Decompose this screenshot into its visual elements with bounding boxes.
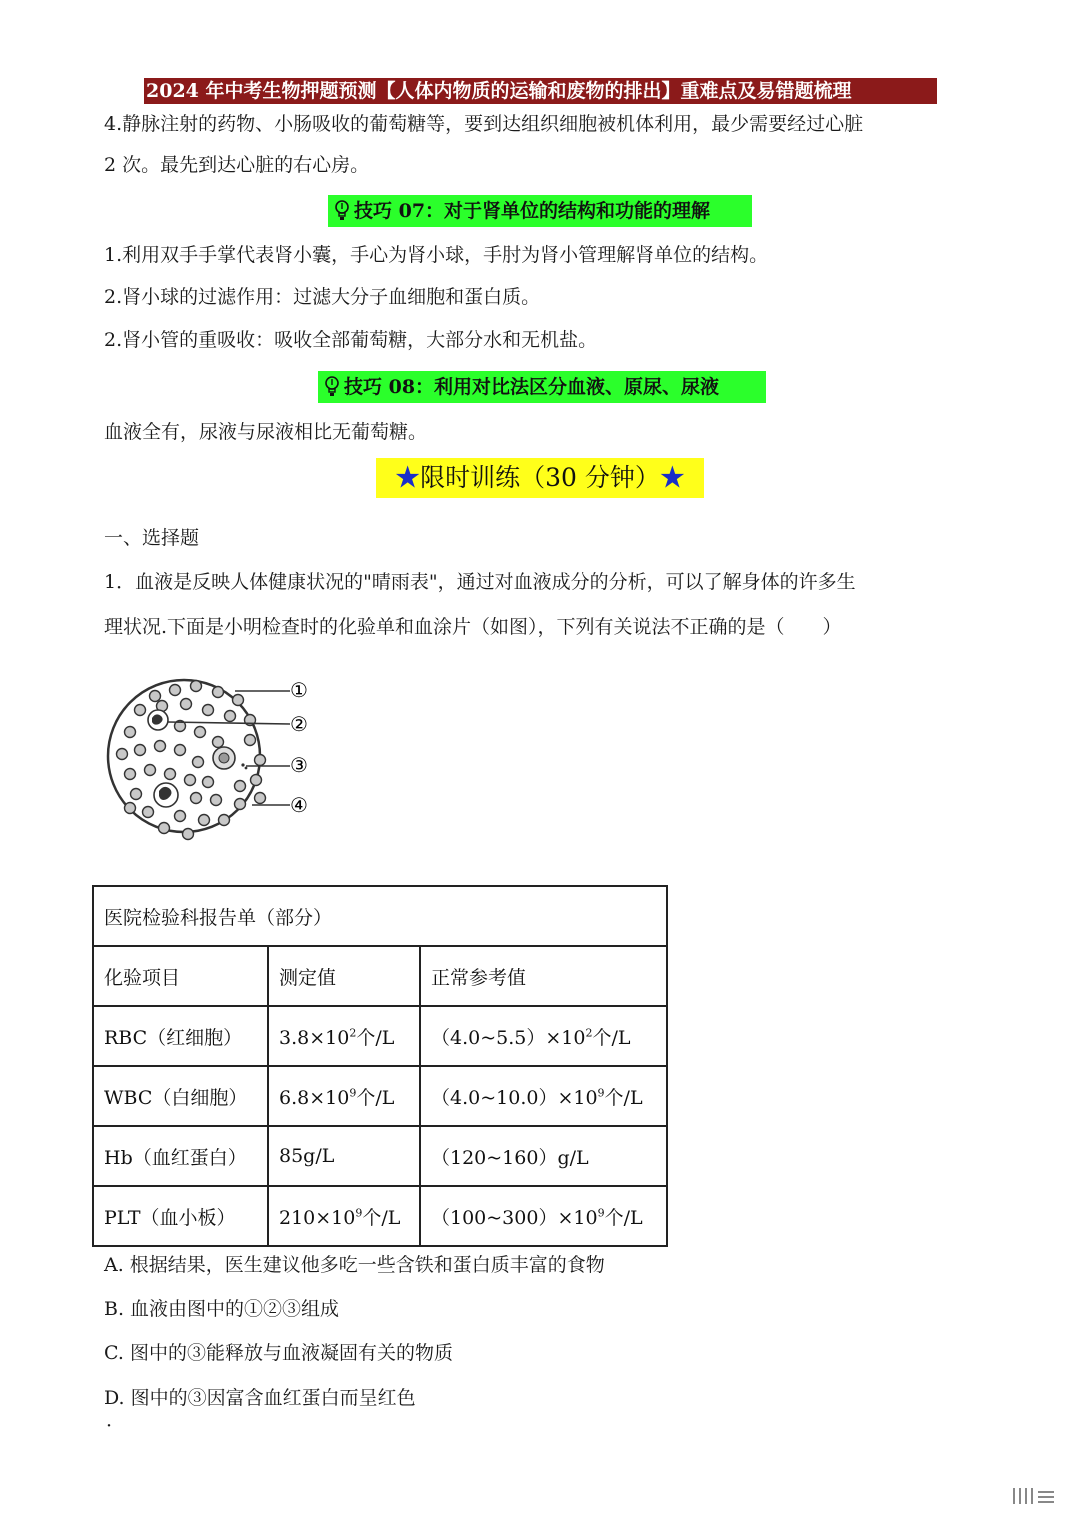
figure-label-2: ② [290, 712, 308, 736]
star-icon: ★ [395, 463, 421, 492]
tip-07-item-1: 1.利用双手手掌代表肾小囊，手心为肾小球，手肘为肾小管理解肾单位的结构。 [104, 244, 769, 266]
intro-line-2: 2 次。最先到达心脏的右心房。 [104, 154, 370, 176]
cell-reference: $(100\sim 300)\times 10^9$个/L [420, 1186, 667, 1246]
red-blood-cell [170, 685, 181, 696]
cell-reference: $(4.0\sim 10.0)\times 10^9$个/L [420, 1066, 667, 1126]
lightbulb-icon [334, 199, 350, 223]
red-blood-cell [195, 727, 206, 738]
option-d: D. 图中的③因富含血红蛋白而呈红色 [104, 1387, 416, 1409]
red-blood-cell [255, 793, 266, 804]
red-blood-cell [117, 749, 128, 760]
red-blood-cell [135, 705, 146, 716]
red-blood-cell [213, 737, 224, 748]
red-blood-cell [211, 795, 222, 806]
red-blood-cell [191, 681, 202, 692]
red-blood-cell [159, 823, 170, 834]
star-icon: ★ [659, 463, 685, 492]
cell-value: $3.8\times 10^2$个/L [268, 1006, 420, 1066]
red-blood-cell [251, 775, 262, 786]
figure-label-1: ① [290, 678, 308, 702]
lightbulb-icon [324, 375, 340, 399]
report-header-row [93, 946, 667, 1006]
intro-line-1: 4.静脉注射的药物、小肠吸收的葡萄糖等，要到达组织细胞被机体利用，最少需要经过心脏 [104, 113, 864, 135]
report-caption: 医院检验科报告单（部分） [93, 886, 667, 946]
section-heading: 一、选择题 [104, 527, 200, 549]
red-blood-cell [185, 775, 196, 786]
timed-training-title: 限时训练（30 分钟） [420, 463, 660, 492]
cell-reference: （120~160）g/L [420, 1126, 667, 1186]
tip-07-item-2: 2.肾小球的过滤作用：过滤大分子血细胞和蛋白质。 [104, 286, 541, 308]
red-blood-cell [255, 755, 266, 766]
red-blood-cell [125, 727, 136, 738]
cell-item: RBC（红细胞） [93, 1006, 268, 1066]
cell-value: $6.8\times 10^9$个/L [268, 1066, 420, 1126]
red-blood-cell [203, 777, 214, 788]
red-blood-cell [165, 769, 176, 780]
cell-value: 85g/L [268, 1126, 420, 1186]
tip-08-title: 技巧 08：利用对比法区分血液、原尿、尿液 [344, 376, 720, 398]
red-blood-cell [175, 745, 186, 756]
figure-label-3: ③ [290, 753, 308, 777]
tip-08-body: 血液全有，尿液与尿液相比无葡萄糖。 [104, 421, 428, 443]
red-blood-cell [203, 705, 214, 716]
red-blood-cell [150, 691, 161, 702]
blood-smear-figure [100, 670, 330, 850]
option-b: B. 血液由图中的①②③组成 [104, 1298, 340, 1320]
timed-training-banner [376, 458, 704, 498]
red-blood-cell [145, 765, 156, 776]
table-row [93, 1126, 667, 1186]
table-row [93, 1006, 667, 1066]
column-header-value: 测定值 [268, 946, 420, 1006]
cell-item: Hb（血红蛋白） [93, 1126, 268, 1186]
cell-value: $210\times 10^9$个/L [268, 1186, 420, 1246]
tip-08-heading [318, 371, 766, 403]
red-blood-cell [183, 829, 194, 840]
document-header-banner: 2024 年中考生物押题预测【人体内物质的运输和废物的排出】重难点及易错题梳理 [144, 78, 937, 104]
table-row [93, 1066, 667, 1126]
red-blood-cell [181, 699, 192, 710]
question-1-line-1: 1．血液是反映人体健康状况的"晴雨表"，通过对血液成分的分析，可以了解身体的许多生 [104, 571, 856, 593]
column-header-reference: 正常参考值 [420, 946, 667, 1006]
white-blood-cell-2 [148, 710, 168, 730]
red-blood-cell [135, 745, 146, 756]
option-a: A. 根据结果，医生建议他多吃一些含铁和蛋白质丰富的食物 [104, 1254, 605, 1276]
red-blood-cell [175, 811, 186, 822]
red-blood-cell [233, 695, 244, 706]
tip-07-heading [328, 195, 752, 227]
red-blood-cell [193, 757, 204, 768]
red-blood-cell [125, 803, 136, 814]
cell-item: PLT（血小板） [93, 1186, 268, 1246]
red-blood-cell [235, 799, 246, 810]
tip-07-title: 技巧 07：对于肾单位的结构和功能的理解 [354, 200, 711, 222]
cell-reference: $(4.0\sim 5.5)\times 10^2$个/L [420, 1006, 667, 1066]
figure-label-4: ④ [290, 793, 308, 817]
red-blood-cell [213, 687, 224, 698]
question-1-line-2: 理状况.下面是小明检查时的化验单和血涂片（如图），下列有关说法不正确的是（ ） [104, 616, 842, 638]
red-blood-cell [225, 711, 236, 722]
trailing-dot: · [106, 1415, 113, 1437]
red-blood-cell [199, 815, 210, 826]
report-caption-row [93, 886, 667, 946]
white-blood-cell-lower [154, 783, 178, 807]
red-blood-cell [235, 781, 246, 792]
table-row [93, 1186, 667, 1246]
cell-item: WBC（白细胞） [93, 1066, 268, 1126]
red-blood-cell [125, 769, 136, 780]
red-blood-cell [219, 815, 230, 826]
lab-report-table [92, 885, 668, 1247]
red-blood-cell [245, 735, 256, 746]
red-blood-cell [191, 793, 202, 804]
red-blood-cell [155, 741, 166, 752]
red-blood-cell [131, 789, 142, 800]
tip-07-item-3: 2.肾小管的重吸收：吸收全部葡萄糖，大部分水和无机盐。 [104, 329, 598, 351]
option-c: C. 图中的③能释放与血液凝固有关的物质 [104, 1342, 453, 1364]
red-blood-cell [143, 807, 154, 818]
column-header-item: 化验项目 [93, 946, 268, 1006]
menu-lines-icon [1012, 1486, 1056, 1506]
white-blood-cell-3 [213, 747, 235, 769]
